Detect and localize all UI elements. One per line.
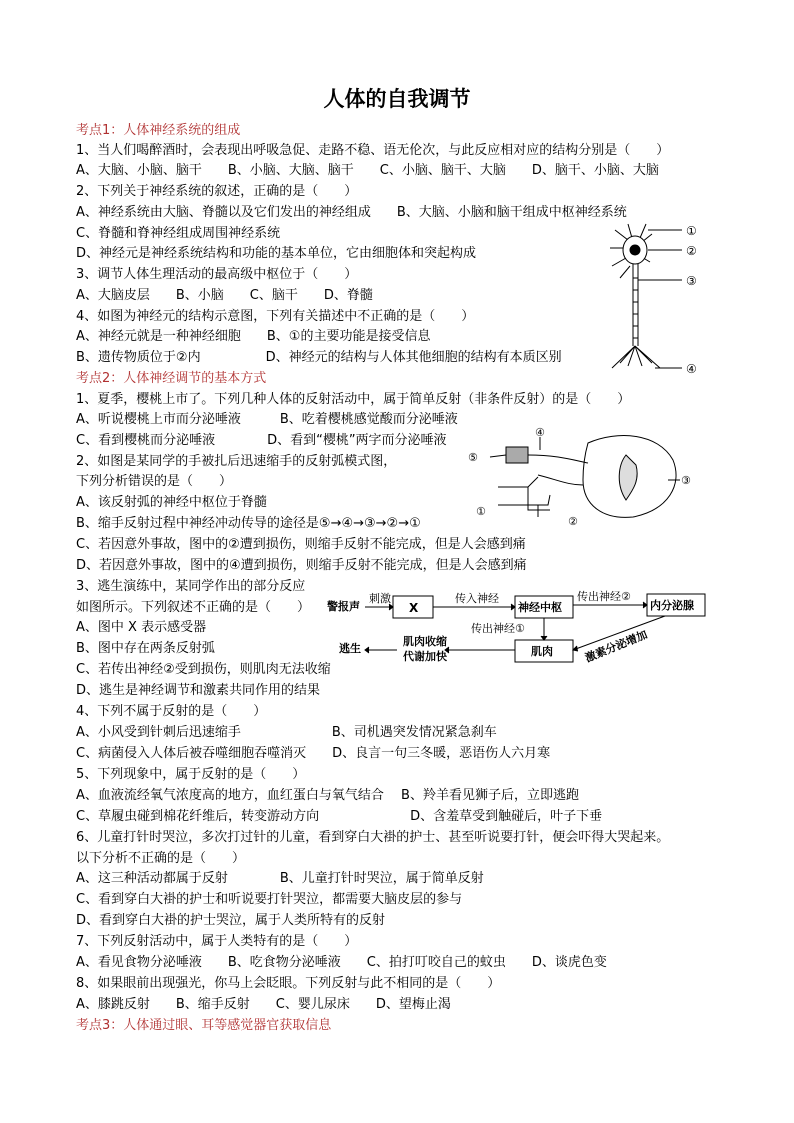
- question-line: 2、如图是某同学的手被扎后迅速缩手的反射弧模式图，: [76, 454, 397, 469]
- question-line: A、大脑、小脑、脑干 B、小脑、大脑、脑干 C、小脑、脑干、大脑 D、脑干、小脑、大脑: [76, 163, 659, 178]
- question-line: B、图中存在两条反射弧: [76, 641, 215, 656]
- flow-x: X: [409, 601, 419, 615]
- neuron-label-3: ③: [686, 274, 697, 288]
- question-line: 如图所示。下列叙述不正确的是（ ）: [76, 600, 311, 615]
- question-line: A、图中 X 表示感受器: [76, 620, 207, 635]
- question-line: A、小风受到针刺后迅速缩手 B、司机遇突发情况紧急刹车: [76, 725, 497, 740]
- flow-endocrine: 内分泌腺: [650, 599, 694, 612]
- question-line: 下列分析错误的是（ ）: [76, 474, 233, 489]
- question-line: 4、如图为神经元的结构示意图，下列有关描述中不正确的是（ ）: [76, 309, 475, 324]
- question-line: D、若因意外事故，图中的④遭到损伤，则缩手反射不能完成，但是人会感到痛: [76, 558, 527, 573]
- question-line: C、若因意外事故，图中的②遭到损伤，则缩手反射不能完成，但是人会感到痛: [76, 537, 526, 552]
- section-heading: 考点2：人体神经调节的基本方式: [76, 371, 267, 386]
- question-line: A、神经系统由大脑、脊髓以及它们发出的神经组成 B、大脑、小脑和脑干组成中枢神经系统: [76, 205, 627, 220]
- section-heading: 考点3：人体通过眼、耳等感觉器官获取信息: [76, 1018, 332, 1033]
- question-line: 以下分析不正确的是（ ）: [76, 851, 246, 866]
- question-line: C、看到樱桃而分泌唾液 D、看到“樱桃”两字而分泌唾液: [76, 433, 447, 448]
- neuron-diagram: [600, 218, 710, 383]
- flow-efferent-2: 传出神经②: [577, 590, 631, 603]
- reflex-label-4: ④: [535, 426, 545, 439]
- question-line: 2、下列关于神经系统的叙述，正确的是（ ）: [76, 184, 358, 199]
- reflex-label-1: ①: [476, 505, 486, 518]
- question-line: A、听说樱桃上市而分泌唾液 B、吃着樱桃感觉酸而分泌唾液: [76, 412, 458, 427]
- question-line: C、草履虫碰到棉花纤维后，转变游动方向 D、含羞草受到触碰后，叶子下垂: [76, 809, 603, 824]
- page-title: 人体的自我调节: [323, 87, 471, 111]
- question-line: 3、逃生演练中，某同学作出的部分反应: [76, 579, 306, 594]
- question-line: 1、当人们喝醉酒时，会表现出呼吸急促、走路不稳、语无伦次，与此反应相对应的结构分别是（ ）: [76, 143, 670, 158]
- question-line: B、缩手反射过程中神经冲动传导的途径是⑤→④→③→②→①: [76, 516, 421, 531]
- flow-afferent: 传入神经: [455, 592, 499, 605]
- flow-alarm: 警报声: [327, 600, 360, 613]
- question-line: C、看到穿白大褂的护士和听说要打针哭泣，都需要大脑皮层的参与: [76, 892, 463, 907]
- question-line: A、看见食物分泌唾液 B、吃食物分泌唾液 C、拍打叮咬自己的蚊虫 D、谈虎色变: [76, 955, 607, 970]
- flow-escape: 逃生: [339, 642, 361, 655]
- question-line: A、大脑皮层 B、小脑 C、脑干 D、脊髓: [76, 288, 373, 303]
- reflex-label-3: ③: [681, 474, 691, 487]
- section-heading: 考点1：人体神经系统的组成: [76, 123, 241, 138]
- question-line: 8、如果眼前出现强光，你马上会眨眼。下列反射与此不相同的是（ ）: [76, 976, 501, 991]
- question-line: A、血液流经氧气浓度高的地方，血红蛋白与氧气结合 B、羚羊看见狮子后，立即逃跑: [76, 788, 579, 803]
- question-line: 5、下列现象中，属于反射的是（ ）: [76, 767, 306, 782]
- question-line: C、病菌侵入人体后被吞噬细胞吞噬消灭 D、良言一句三冬暖，恶语伤人六月寒: [76, 746, 551, 761]
- question-line: A、神经元就是一种神经细胞 B、①的主要功能是接受信息: [76, 329, 431, 344]
- question-line: 1、夏季，樱桃上市了。下列几种人体的反射活动中，属于简单反射（非条件反射）的是（ ）: [76, 392, 631, 407]
- escape-flowchart: [325, 588, 710, 668]
- question-line: 3、调节人体生理活动的最高级中枢位于（ ）: [76, 267, 358, 282]
- question-line: B、遗传物质位于②内 D、神经元的结构与人体其他细胞的结构有本质区别: [76, 350, 562, 365]
- question-line: 7、下列反射活动中，属于人类特有的是（ ）: [76, 934, 358, 949]
- question-line: C、若传出神经②受到损伤，则肌肉无法收缩: [76, 662, 331, 677]
- neuron-label-2: ②: [686, 244, 697, 258]
- flow-metabolism: 代谢加快: [403, 650, 447, 663]
- reflex-arc-diagram: [468, 425, 698, 530]
- flow-stimulus: 刺激: [369, 592, 391, 605]
- question-line: A、这三种活动都属于反射 B、儿童打针时哭泣，属于简单反射: [76, 871, 484, 886]
- neuron-label-1: ①: [686, 224, 697, 238]
- flow-contract: 肌肉收缩: [403, 635, 447, 648]
- flow-muscle: 肌肉: [531, 645, 553, 658]
- question-line: 6、儿童打针时哭泣，多次打过针的儿童，看到穿白大褂的护士、甚至听说要打针，便会吓得大哭起来。: [76, 830, 670, 845]
- question-line: D、逃生是神经调节和激素共同作用的结果: [76, 683, 321, 698]
- flow-center: 神经中枢: [518, 601, 562, 614]
- question-line: A、膝跳反射 B、缩手反射 C、婴儿尿床 D、望梅止渴: [76, 997, 451, 1012]
- question-line: C、脊髓和脊神经组成周围神经系统: [76, 226, 281, 241]
- question-line: A、该反射弧的神经中枢位于脊髓: [76, 495, 267, 510]
- question-line: 4、下列不属于反射的是（ ）: [76, 704, 267, 719]
- reflex-label-5: ⑤: [468, 451, 478, 464]
- flow-hormone: 激素分泌增加: [583, 628, 650, 665]
- question-line: D、看到穿白大褂的护士哭泣，属于人类所特有的反射: [76, 913, 386, 928]
- question-line: D、神经元是神经系统结构和功能的基本单位，它由细胞体和突起构成: [76, 246, 477, 261]
- flow-efferent-1: 传出神经①: [471, 622, 525, 635]
- neuron-label-4: ④: [686, 362, 697, 376]
- reflex-label-2: ②: [568, 515, 578, 528]
